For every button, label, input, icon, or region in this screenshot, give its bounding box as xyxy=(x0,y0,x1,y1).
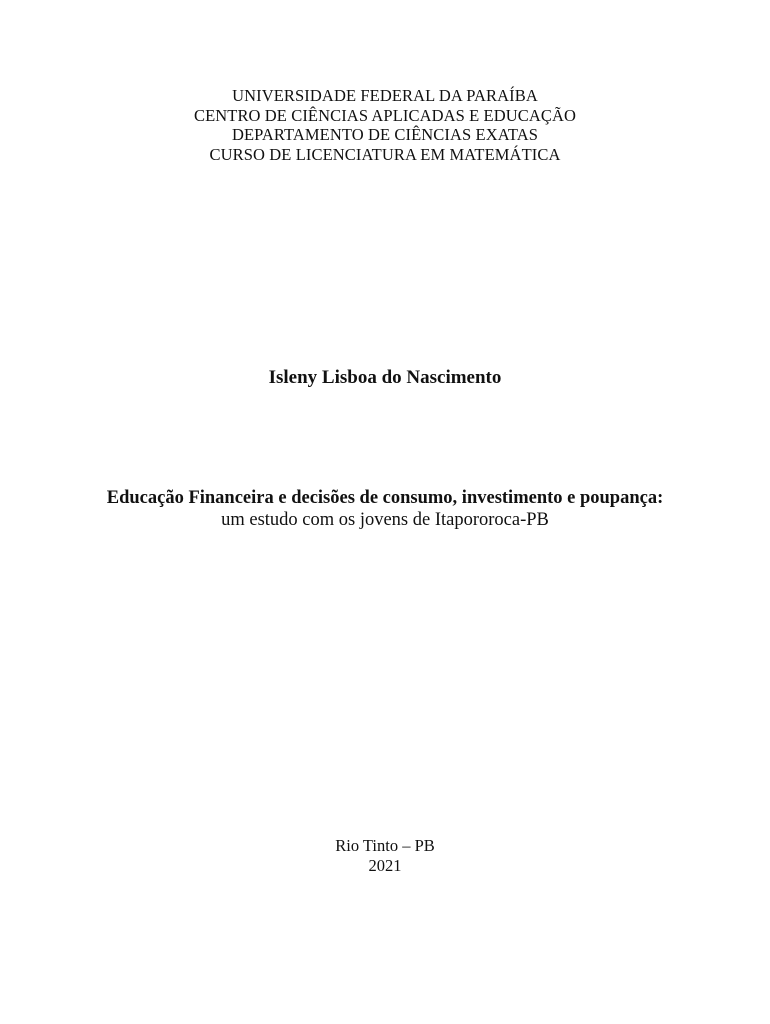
course-name: CURSO DE LICENCIATURA EM MATEMÁTICA xyxy=(209,144,561,164)
year: 2021 xyxy=(368,856,402,875)
place: Rio Tinto – PB xyxy=(335,836,435,855)
imprint-section xyxy=(0,836,770,876)
title-section xyxy=(0,487,770,531)
university-name: UNIVERSIDADE FEDERAL DA PARAÍBA xyxy=(232,86,538,105)
author-name: Isleny Lisboa do Nascimento xyxy=(268,367,502,388)
work-title: Educação Financeira e decisões de consumo, investimento e poupança: xyxy=(106,488,664,508)
department-name: DEPARTAMENTO DE CIÊNCIAS EXATAS xyxy=(231,125,539,145)
institution-header xyxy=(0,86,770,164)
author-section xyxy=(0,366,770,390)
center-name: CENTRO DE CIÊNCIAS APLICADAS E EDUCAÇÃO xyxy=(193,105,577,125)
work-subtitle: um estudo com os jovens de Itapororoca-PB xyxy=(221,510,549,530)
